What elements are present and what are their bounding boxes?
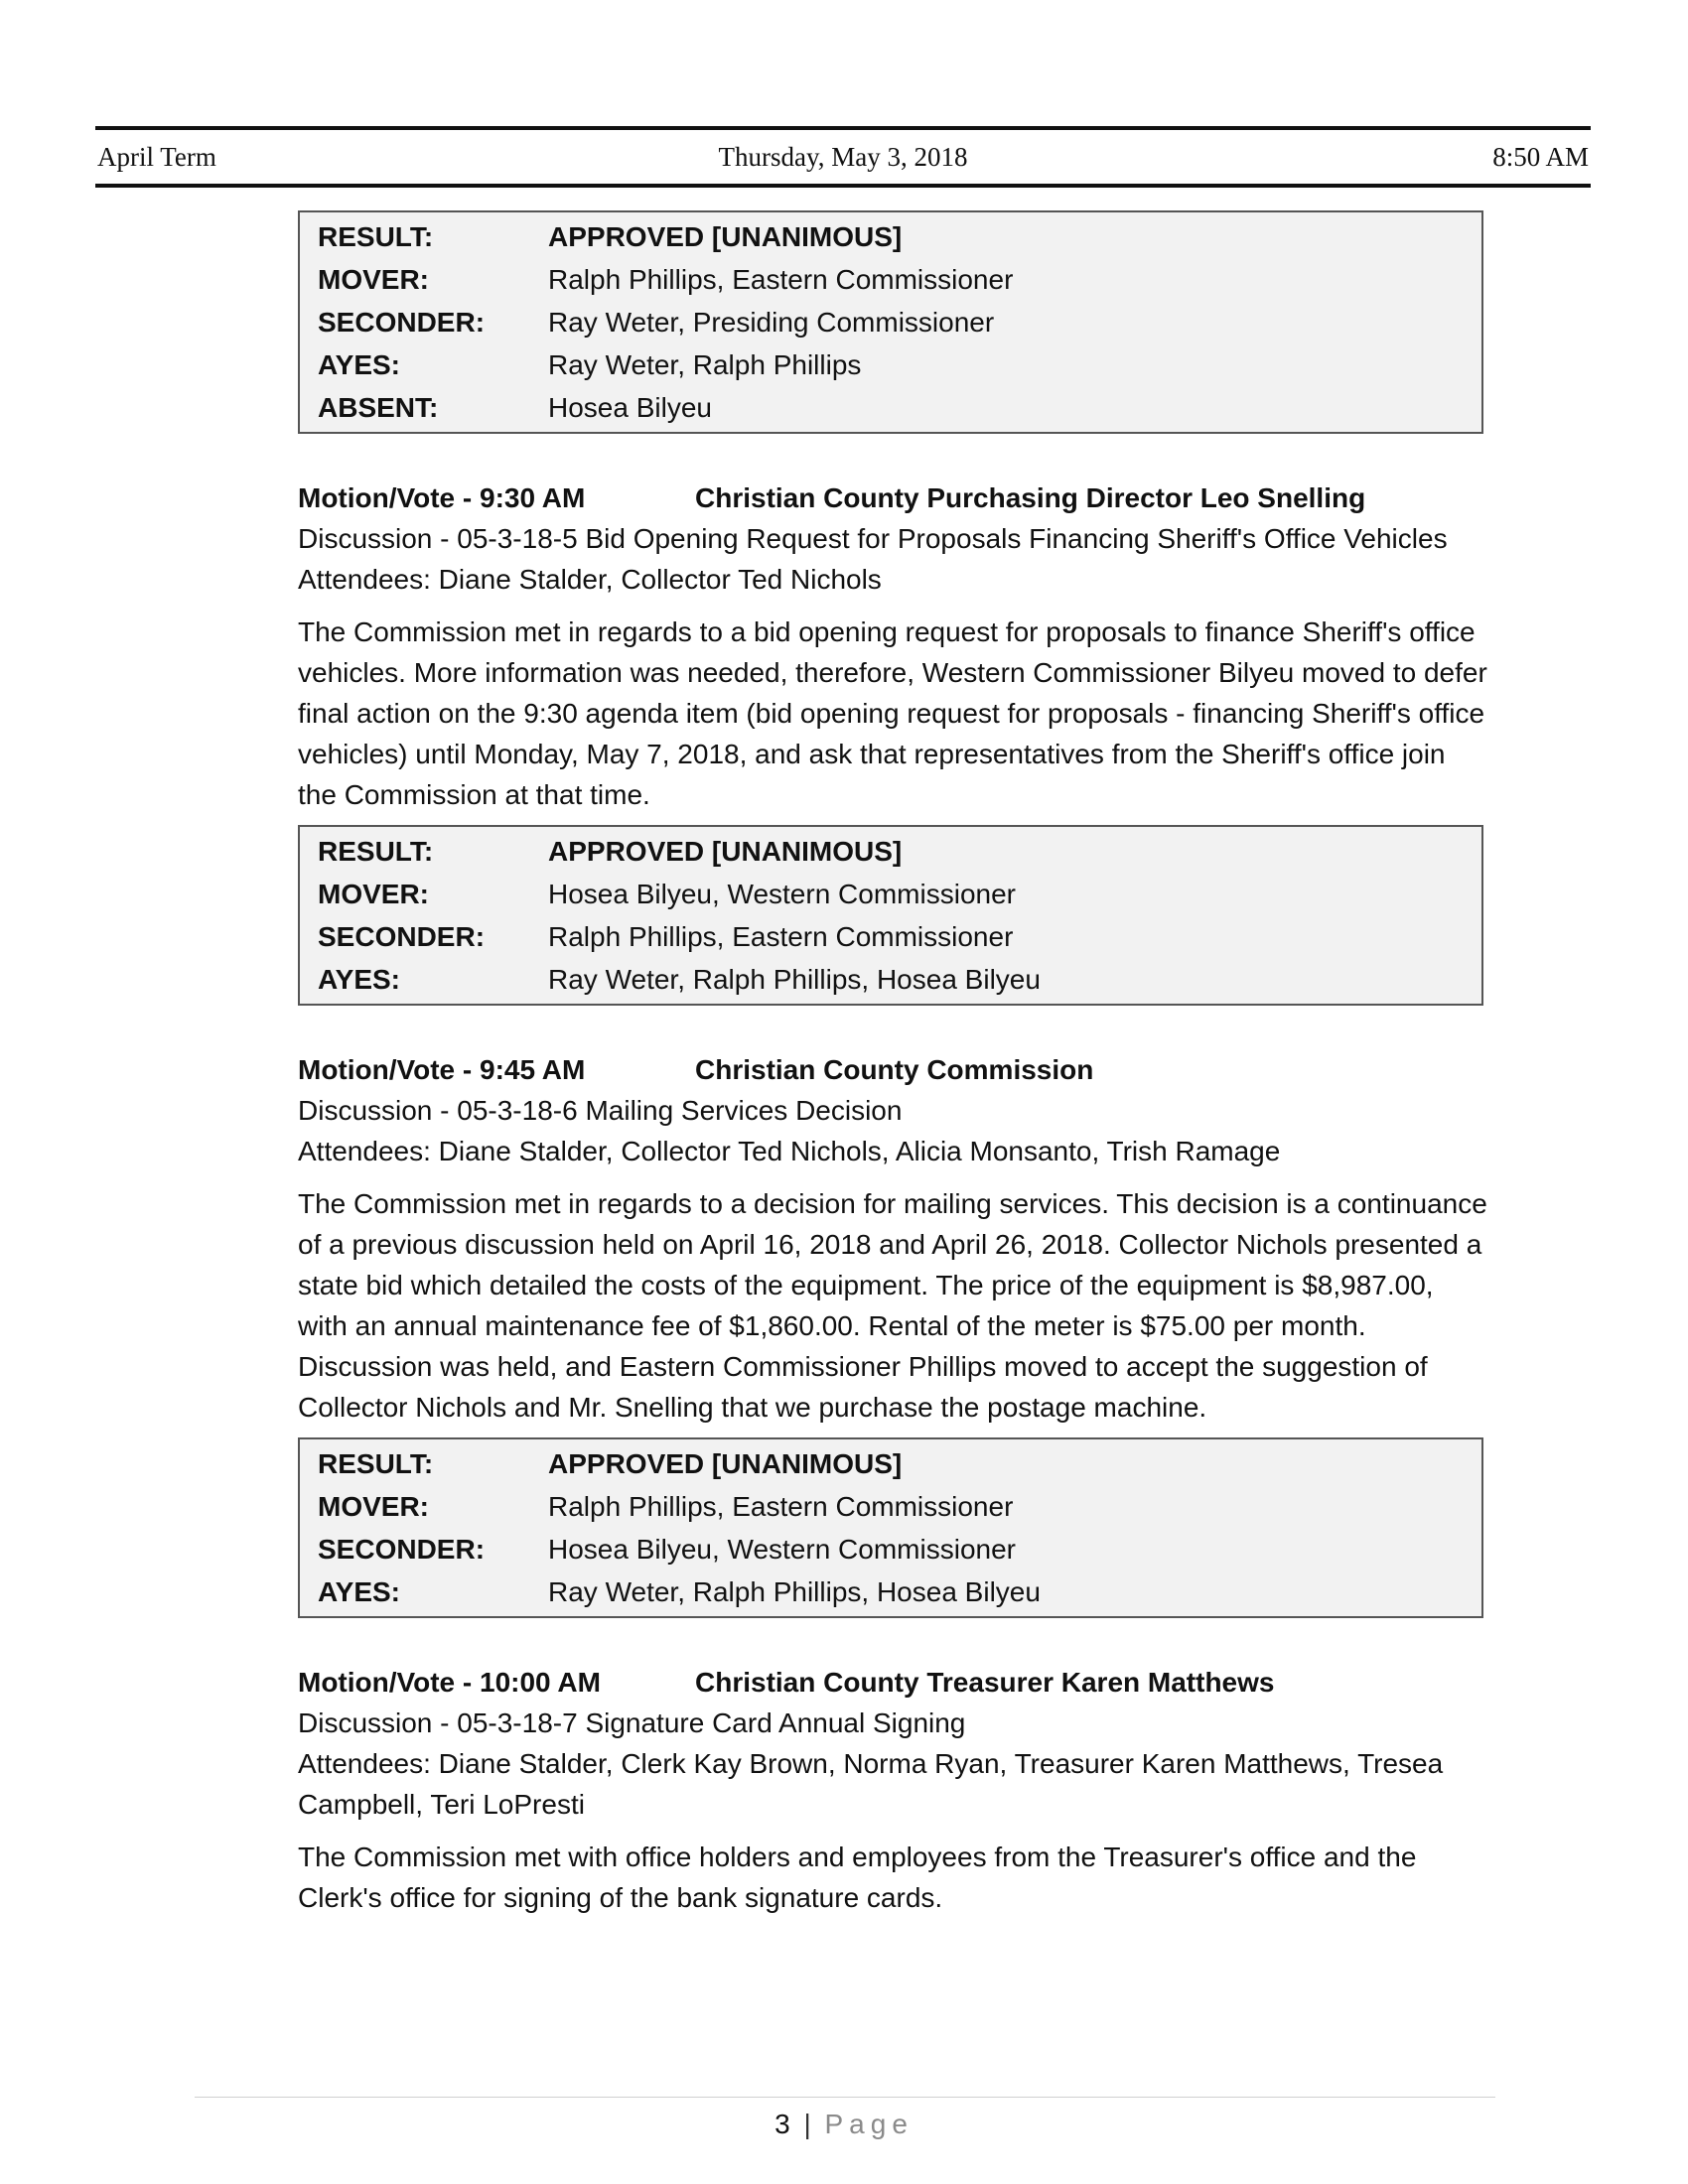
motion-time: Motion/Vote - 9:45 AM — [298, 1054, 586, 1085]
vote-label: AYES: — [318, 1576, 401, 1607]
minutes-content — [298, 210, 1489, 1928]
vote-row-seconder — [318, 1528, 1481, 1570]
meeting-date: Thursday, May 3, 2018 — [718, 142, 968, 172]
page-word: Page — [824, 2109, 914, 2139]
vote-ayes: Ray Weter, Ralph Phillips — [548, 349, 862, 380]
motion-heading — [298, 478, 1489, 518]
vote-mover: Ralph Phillips, Eastern Commissioner — [548, 1491, 1014, 1522]
vote-result-box — [298, 210, 1483, 434]
vote-row-result — [318, 1442, 1481, 1485]
vote-row-ayes — [318, 958, 1481, 1001]
motion-discussion: Discussion - 05-3-18-7 Signature Card Annual Signing — [298, 1707, 966, 1738]
vote-ayes: Ray Weter, Ralph Phillips, Hosea Bilyeu — [548, 1576, 1041, 1607]
motion-body: The Commission met in regards to a bid opening request for proposals to finance Sheriff's office vehicles. More information was needed, therefore, Western Commissioner Bilyeu moved to defer final action on the 9:30 agenda item (bid opening request for proposals - financing Sheriff's office vehicles) until Monday, May 7, 2018, and ask that representatives from the Sheriff's office join the Commission at that time. — [298, 616, 1487, 810]
motion-time: Motion/Vote - 10:00 AM — [298, 1667, 601, 1698]
motion-item — [298, 1662, 1489, 1918]
vote-label: RESULT: — [318, 836, 434, 867]
motion-presenter: Christian County Commission — [695, 1054, 1094, 1085]
vote-row-result — [318, 830, 1481, 873]
vote-row-mover — [318, 873, 1481, 915]
motion-attendees: Attendees: Diane Stalder, Collector Ted Nichols — [298, 564, 882, 595]
vote-row-mover — [318, 258, 1481, 301]
vote-row-result — [318, 215, 1481, 258]
page-number: 3 — [774, 2109, 790, 2139]
vote-mover: Ralph Phillips, Eastern Commissioner — [548, 264, 1014, 295]
meeting-time: 8:50 AM — [1492, 142, 1589, 172]
motion-presenter: Christian County Purchasing Director Leo Snelling — [695, 482, 1366, 513]
vote-label: SECONDER: — [318, 307, 486, 338]
motion-heading — [298, 1662, 1489, 1703]
term-label: April Term — [97, 142, 216, 172]
vote-label: SECONDER: — [318, 921, 486, 952]
vote-seconder: Ralph Phillips, Eastern Commissioner — [548, 921, 1014, 952]
vote-mover: Hosea Bilyeu, Western Commissioner — [548, 879, 1016, 909]
vote-row-mover — [318, 1485, 1481, 1528]
vote-label: ABSENT: — [318, 392, 439, 423]
motion-presenter: Christian County Treasurer Karen Matthews — [695, 1667, 1275, 1698]
footer-divider — [195, 2097, 1495, 2098]
vote-seconder: Hosea Bilyeu, Western Commissioner — [548, 1534, 1016, 1565]
vote-result: APPROVED [UNANIMOUS] — [548, 221, 903, 252]
page-separator: | — [803, 2109, 811, 2139]
motion-heading — [298, 1049, 1489, 1090]
vote-label: MOVER: — [318, 1491, 429, 1522]
vote-result: APPROVED [UNANIMOUS] — [548, 1448, 903, 1479]
motion-body: The Commission met in regards to a decision for mailing services. This decision is a continuance of a previous discussion held on April 16, 2018 and April 26, 2018. Collector Nichols presented a state bid which detailed the costs of the equipment. The price of the equipment is $8,987.00, with an annual maintenance fee of $1,860.00. Rental of the meter is $75.00 per month. Discussion was held, and Eastern Commissioner Phillips moved to accept the suggestion of Collector Nichols and Mr. Snelling that we purchase the postage machine. — [298, 1188, 1487, 1423]
vote-row-ayes — [318, 343, 1481, 386]
vote-label: RESULT: — [318, 221, 434, 252]
page-footer — [0, 2109, 1688, 2140]
motion-discussion: Discussion - 05-3-18-5 Bid Opening Request for Proposals Financing Sheriff's Office Vehicles — [298, 523, 1448, 554]
vote-label: AYES: — [318, 349, 401, 380]
motion-body: The Commission met with office holders and employees from the Treasurer's office and the Clerk's office for signing of the bank signature cards. — [298, 1842, 1417, 1913]
motion-item — [298, 478, 1489, 1006]
vote-result: APPROVED [UNANIMOUS] — [548, 836, 903, 867]
vote-label: SECONDER: — [318, 1534, 486, 1565]
vote-label: MOVER: — [318, 264, 429, 295]
vote-label: MOVER: — [318, 879, 429, 909]
vote-row-seconder — [318, 301, 1481, 343]
vote-row-absent — [318, 386, 1481, 429]
vote-row-ayes — [318, 1570, 1481, 1613]
vote-result-box — [298, 1437, 1483, 1618]
motion-discussion: Discussion - 05-3-18-6 Mailing Services Decision — [298, 1095, 903, 1126]
vote-ayes: Ray Weter, Ralph Phillips, Hosea Bilyeu — [548, 964, 1041, 995]
motion-attendees: Attendees: Diane Stalder, Clerk Kay Brown, Norma Ryan, Treasurer Karen Matthews, Tresea Campbell, Teri LoPresti — [298, 1748, 1444, 1820]
vote-result-box — [298, 825, 1483, 1006]
vote-absent: Hosea Bilyeu — [548, 392, 712, 423]
page-header — [95, 126, 1591, 188]
motion-attendees: Attendees: Diane Stalder, Collector Ted Nichols, Alicia Monsanto, Trish Ramage — [298, 1136, 1281, 1166]
vote-label: AYES: — [318, 964, 401, 995]
motion-item — [298, 1049, 1489, 1618]
vote-seconder: Ray Weter, Presiding Commissioner — [548, 307, 995, 338]
vote-row-seconder — [318, 915, 1481, 958]
vote-label: RESULT: — [318, 1448, 434, 1479]
motion-time: Motion/Vote - 9:30 AM — [298, 482, 586, 513]
